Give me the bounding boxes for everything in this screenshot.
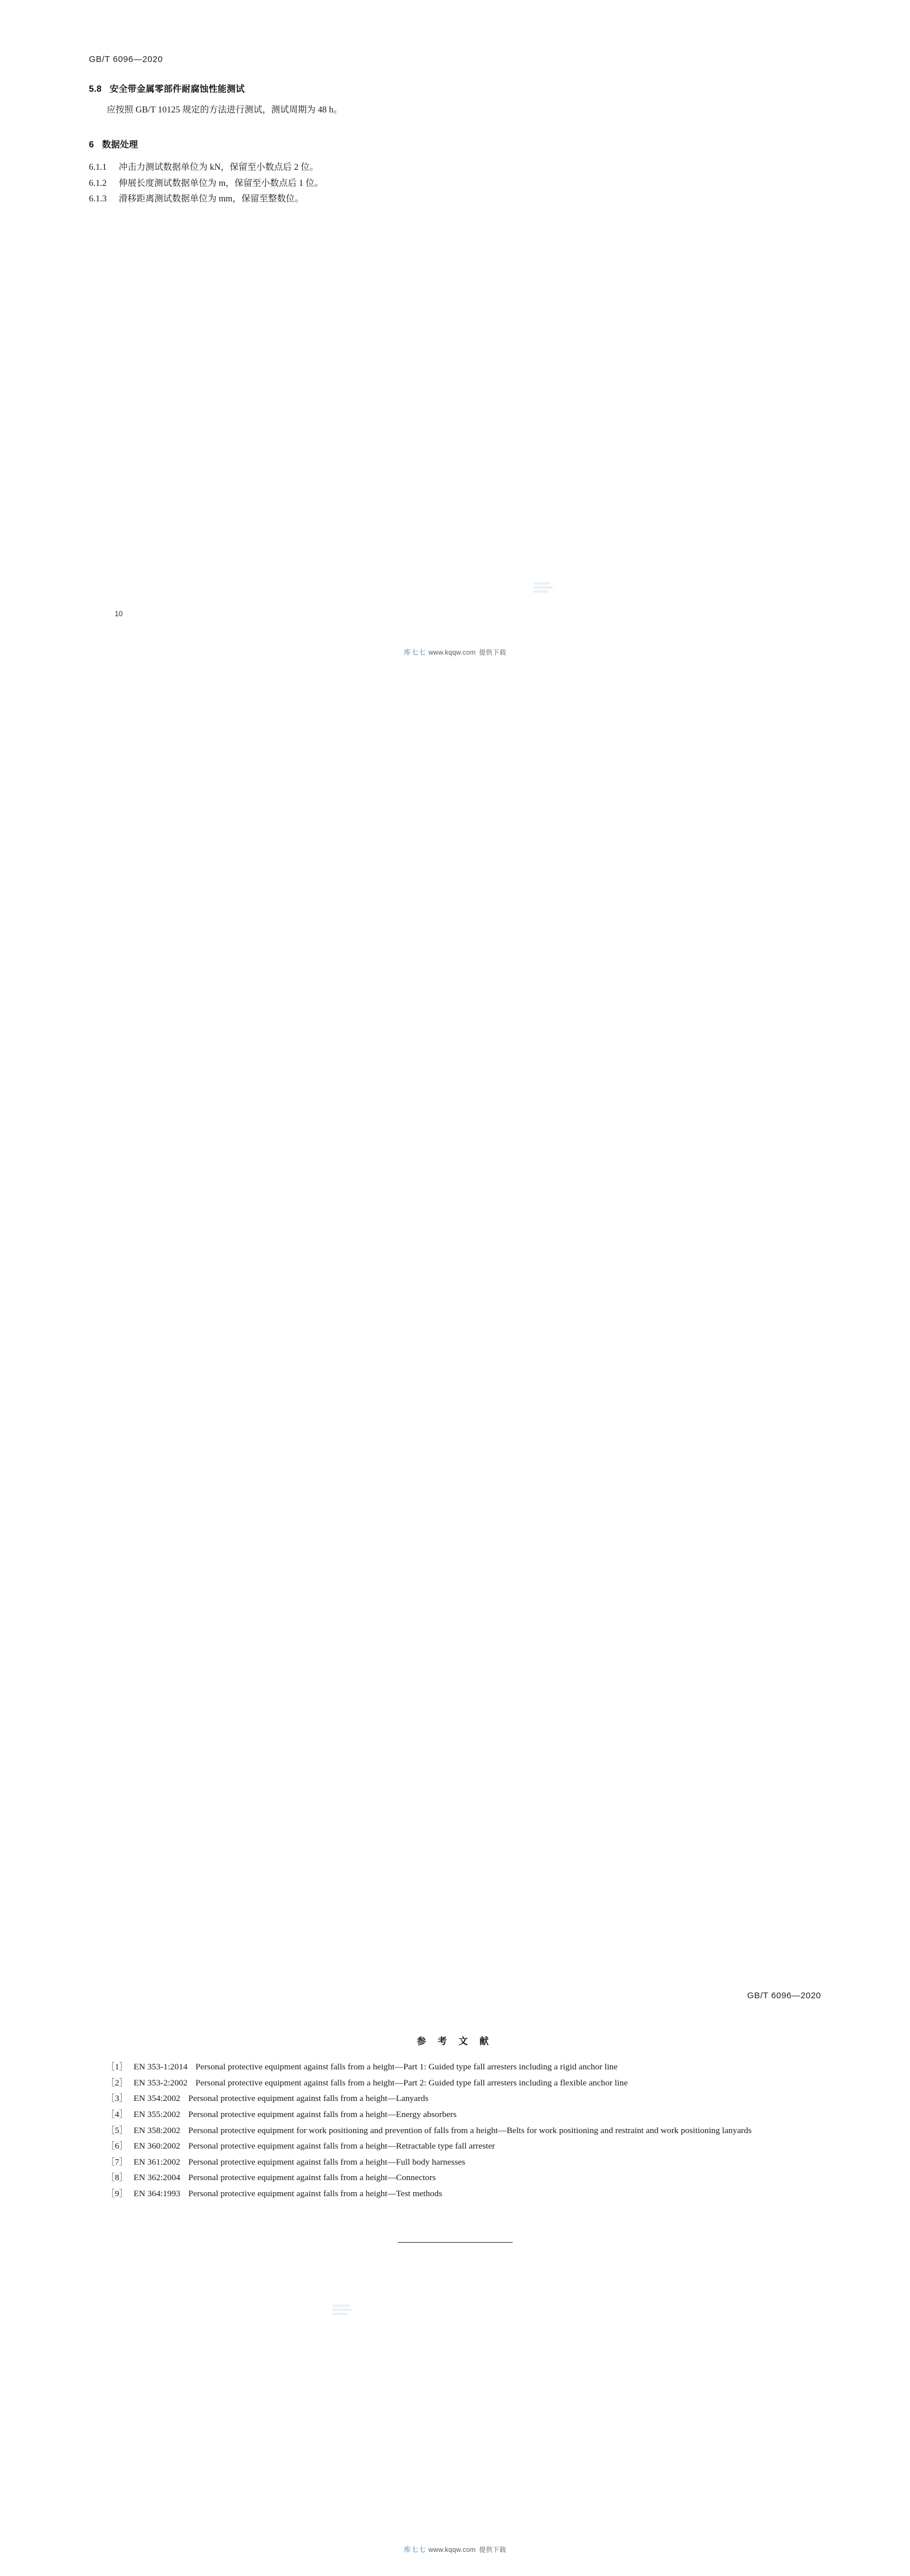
section-5-8-heading: [89, 82, 245, 95]
reference-entry: [89, 2155, 824, 2170]
list-item: [89, 176, 823, 192]
reference-entry: [89, 2060, 824, 2075]
section-6-heading: [89, 138, 138, 150]
item-text: 冲击力测试数据单位为 kN，保留至小数点后 2 位。: [119, 162, 319, 172]
list-item: [89, 191, 823, 207]
reference-code: EN 360:2002: [133, 2141, 181, 2151]
reference-text: Personal protective equipment against falls from a height—Part 1: Guided type fall arresters including a rigid anchor line: [196, 2062, 618, 2072]
section-5-8-paragraph: 应按照 GB/T 10125 规定的方法进行测试，测试周期为 48 h。: [107, 105, 342, 115]
reference-text: Personal protective equipment against falls from a height—Lanyards: [188, 2094, 429, 2104]
reference-code: EN 361:2002: [133, 2157, 181, 2167]
footer-brand: 库七七: [404, 648, 427, 656]
reference-number: ［4］: [106, 2109, 128, 2119]
reference-text: Personal protective equipment against falls from a height—Connectors: [188, 2173, 436, 2183]
reference-number: ［5］: [106, 2125, 128, 2135]
reference-code: EN 358:2002: [133, 2125, 181, 2135]
reference-entry: [89, 2123, 824, 2138]
footer-site: www.kqqw.com: [428, 649, 476, 656]
reference-text: Personal protective equipment against falls from a height—Test methods: [188, 2189, 443, 2199]
reference-number: ［6］: [106, 2141, 128, 2151]
item-number: 6.1.1: [89, 162, 107, 172]
reference-number: ［1］: [106, 2062, 128, 2072]
reference-number: ［9］: [106, 2189, 128, 2199]
reference-entry: [89, 2170, 824, 2185]
reference-number: ［3］: [106, 2094, 128, 2104]
reference-code: EN 364:1993: [133, 2189, 181, 2199]
reference-number: ［7］: [106, 2157, 128, 2167]
page-number: 10: [115, 610, 123, 618]
footer-note: 提供下载: [479, 2547, 506, 2554]
running-head-right: GB/T 6096—2020: [747, 1991, 821, 2001]
reference-text: Personal protective equipment against falls from a height—Full body harnesses: [188, 2157, 466, 2167]
reference-number: ［2］: [106, 2077, 128, 2088]
document-page-2: [0, 1288, 910, 2576]
reference-code: EN 353-2:2002: [133, 2077, 188, 2088]
reference-entry: [89, 2076, 824, 2091]
reference-number: ［8］: [106, 2173, 128, 2183]
footer-site: www.kqqw.com: [428, 2547, 476, 2554]
reference-entry: [89, 2091, 824, 2106]
watermark-logo-icon: [533, 581, 553, 594]
reference-code: EN 353-1:2014: [133, 2062, 188, 2072]
page-footer: [0, 2544, 910, 2554]
reference-text: Personal protective equipment for work positioning and prevention of falls from a height—Belts for work positioning and restraint and work positioning lanyards: [188, 2125, 752, 2135]
watermark-logo-icon: [333, 2303, 352, 2316]
footer-note: 提供下载: [479, 649, 506, 656]
reference-text: Personal protective equipment against falls from a height—Retractable type fall arrester: [188, 2141, 495, 2151]
section-6-title: 数据处理: [101, 140, 138, 150]
reference-code: EN 355:2002: [133, 2109, 181, 2119]
item-number: 6.1.3: [89, 194, 107, 204]
section-divider: [398, 2242, 513, 2243]
footer-brand: 库七七: [404, 2546, 427, 2554]
reference-entry: [89, 2139, 824, 2154]
references-list: [89, 2060, 824, 2203]
section-5-8-title: 安全带金属零部件耐腐蚀性能测试: [110, 84, 245, 94]
section-5-8-number: 5.8: [89, 84, 102, 94]
reference-entry: [89, 2107, 824, 2122]
section-5-8-body: [89, 102, 823, 118]
list-item: [89, 159, 823, 176]
reference-text: Personal protective equipment against falls from a height—Energy absorbers: [188, 2109, 457, 2119]
reference-entry: [89, 2186, 824, 2201]
item-text: 滑移距离测试数据单位为 mm，保留至整数位。: [119, 194, 304, 204]
item-number: 6.1.2: [89, 178, 107, 188]
reference-text: Personal protective equipment against falls from a height—Part 2: Guided type fall arresters including a flexible anchor line: [196, 2077, 628, 2088]
running-head-left: GB/T 6096—2020: [89, 55, 163, 64]
reference-code: EN 354:2002: [133, 2094, 181, 2104]
section-6-number: 6: [89, 140, 94, 150]
reference-code: EN 362:2004: [133, 2173, 181, 2183]
item-text: 伸展长度测试数据单位为 m，保留至小数点后 1 位。: [119, 178, 323, 188]
section-6-items: [89, 159, 823, 207]
page-footer: [0, 647, 910, 657]
references-title: 参 考 文 献: [416, 2037, 494, 2046]
